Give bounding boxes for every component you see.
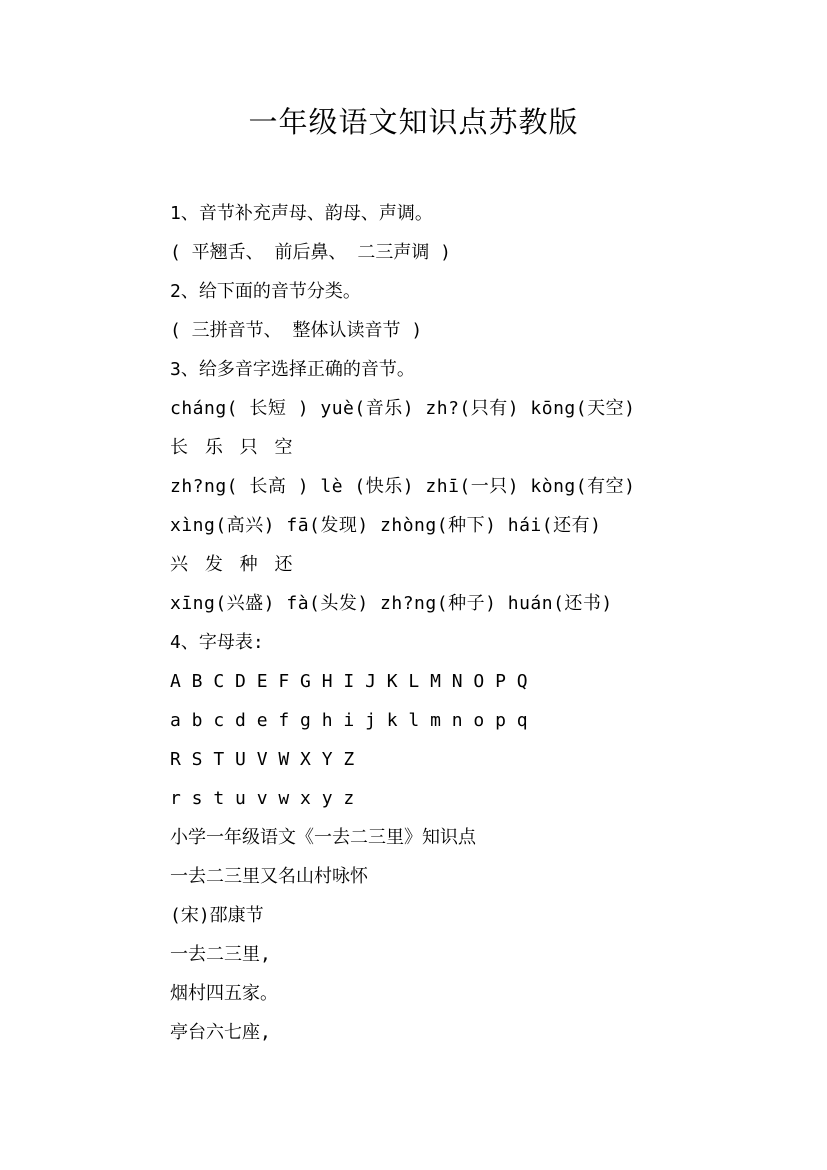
item-1-heading: 1、音节补充声母、韵母、声调。 xyxy=(170,203,433,224)
poem-author: (宋)邵康节 xyxy=(170,905,264,926)
item-2-detail: ( 三拼音节、 整体认读音节 ) xyxy=(170,320,423,341)
poem-line: 一去二三里, xyxy=(170,944,271,965)
alphabet-lowercase-row: r s t u v w x y z xyxy=(170,788,355,809)
poem-line: 烟村四五家。 xyxy=(170,983,278,1004)
item-2-heading: 2、给下面的音节分类。 xyxy=(170,281,361,302)
alphabet-lowercase-row: a b c d e f g h i j k l m n o p q xyxy=(170,710,528,731)
poem-title: 一去二三里又名山村咏怀 xyxy=(170,866,368,887)
alphabet-uppercase-row: A B C D E F G H I J K L M N O P Q xyxy=(170,671,528,692)
document-body xyxy=(170,194,730,1052)
item-1-detail: ( 平翘舌、 前后鼻、 二三声调 ) xyxy=(170,242,452,263)
item-3-heading: 3、给多音字选择正确的音节。 xyxy=(170,359,415,380)
character-row: 长 乐 只 空 xyxy=(170,437,296,458)
pinyin-line: xīng(兴盛) fà(头发) zh?ng(种子) huán(还书) xyxy=(170,593,613,614)
pinyin-line: zh?ng( 长高 ) lè (快乐) zhī(一只) kòng(有空) xyxy=(170,476,636,497)
alphabet-uppercase-row: R S T U V W X Y Z xyxy=(170,749,355,770)
section-heading: 小学一年级语文《一去二三里》知识点 xyxy=(170,827,476,848)
item-4-heading: 4、字母表: xyxy=(170,632,264,653)
poem-line: 亭台六七座, xyxy=(170,1022,271,1043)
character-row: 兴 发 种 还 xyxy=(170,554,296,575)
pinyin-line: xìng(高兴) fā(发现) zhòng(种下) hái(还有) xyxy=(170,515,602,536)
document-title: 一年级语文知识点苏教版 xyxy=(248,105,579,139)
pinyin-line: cháng( 长短 ) yuè(音乐) zh?(只有) kōng(天空) xyxy=(170,398,636,419)
